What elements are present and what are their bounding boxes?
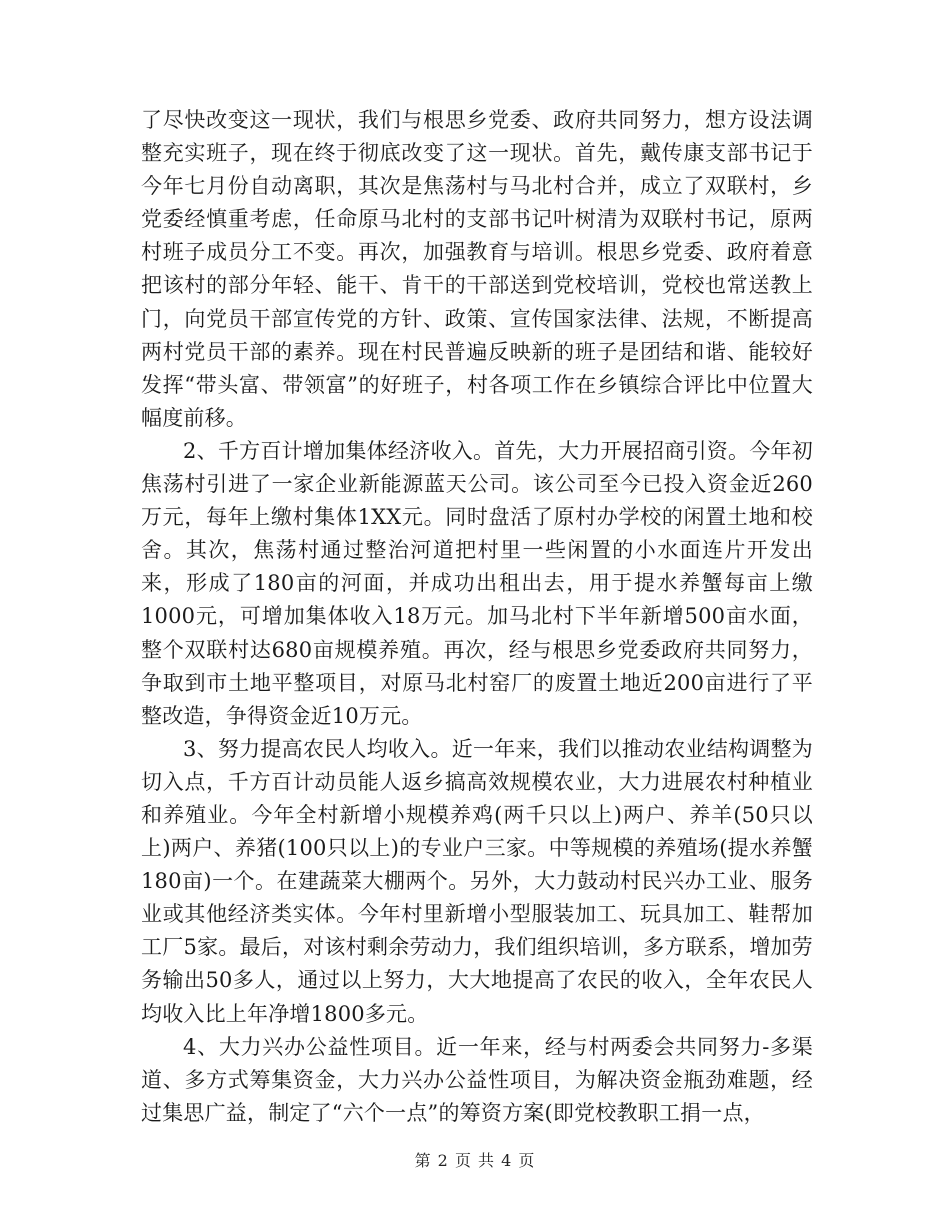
paragraph-3: 3、努力提高农民人均收入。近一年来，我们以推动农业结构调整为切入点，千方百计动员能人返乡搞高效规模农业，大力进展农村种植业和养殖业。今年全村新增小规模养鸡(两千只以上)两户、养羊(50只以上)两户、养猪(100只以上)的专业户三家。中等规模的养殖场(提水养蟹180亩)一个。在建蔬菜大棚两个。另外，大力鼓动村民兴办工业、服务业或其他经济类实体。今年村里新增小型服装加工、玩具加工、鞋帮加工厂5家。最后，对该村剩余劳动力，我们组织培训，多方联系，增加劳务输出50多人，通过以上努力，大大地提高了农民的收入，全年农民人均收入比上年净增1800多元。 [141,736,813,1026]
paragraph-4: 4、大力兴办公益性项目。近一年来，经与村两委会共同努力-多渠道、多方式筹集资金，大力兴办公益性项目，为解决资金瓶劲难题，经过集思广益，制定了“六个一点”的筹资方案(即党校教职工捐一点， [141,1034,813,1125]
page-footer: 第 2 页 共 4 页 [414,1151,536,1170]
paragraph-1: 了尽快改变这一现状，我们与根思乡党委、政府共同努力，想方设法调整充实班子，现在终于彻底改变了这一现状。首先，戴传康支部书记于今年七月份自动离职，其次是焦荡村与马北村合并，成立了双联村，乡党委经慎重考虑，任命原马北村的支部书记叶树清为双联村书记，原两村班子成员分工不变。再次，加强教育与培训。根思乡党委、政府着意把该村的部分年轻、能干、肯干的干部送到党校培训，党校也常送教上门，向党员干部宣传党的方针、政策、宣传国家法律、法规，不断提高两村党员干部的素养。现在村民普遍反映新的班子是团结和谐、能较好发挥“带头富、带领富”的好班子，村各项工作在乡镇综合评比中位置大幅度前移。 [141,108,813,430]
paragraph-2: 2、千方百计增加集体经济收入。首先，大力开展招商引资。今年初焦荡村引进了一家企业新能源蓝天公司。该公司至今已投入资金近260万元，每年上缴村集体1XX元。同时盘活了原村办学校的闲置土地和校舍。其次，焦荡村通过整治河道把村里一些闲置的小水面连片开发出来，形成了180亩的河面，并成功出租出去，用于提水养蟹每亩上缴1000元，可增加集体收入18万元。加马北村下半年新增500亩水面，整个双联村达680亩规模养殖。再次，经与根思乡党委政府共同努力，争取到市土地平整项目，对原马北村窑厂的废置土地近200亩进行了平整改造，争得资金近10万元。 [141,438,813,728]
document-body [141,104,813,1130]
